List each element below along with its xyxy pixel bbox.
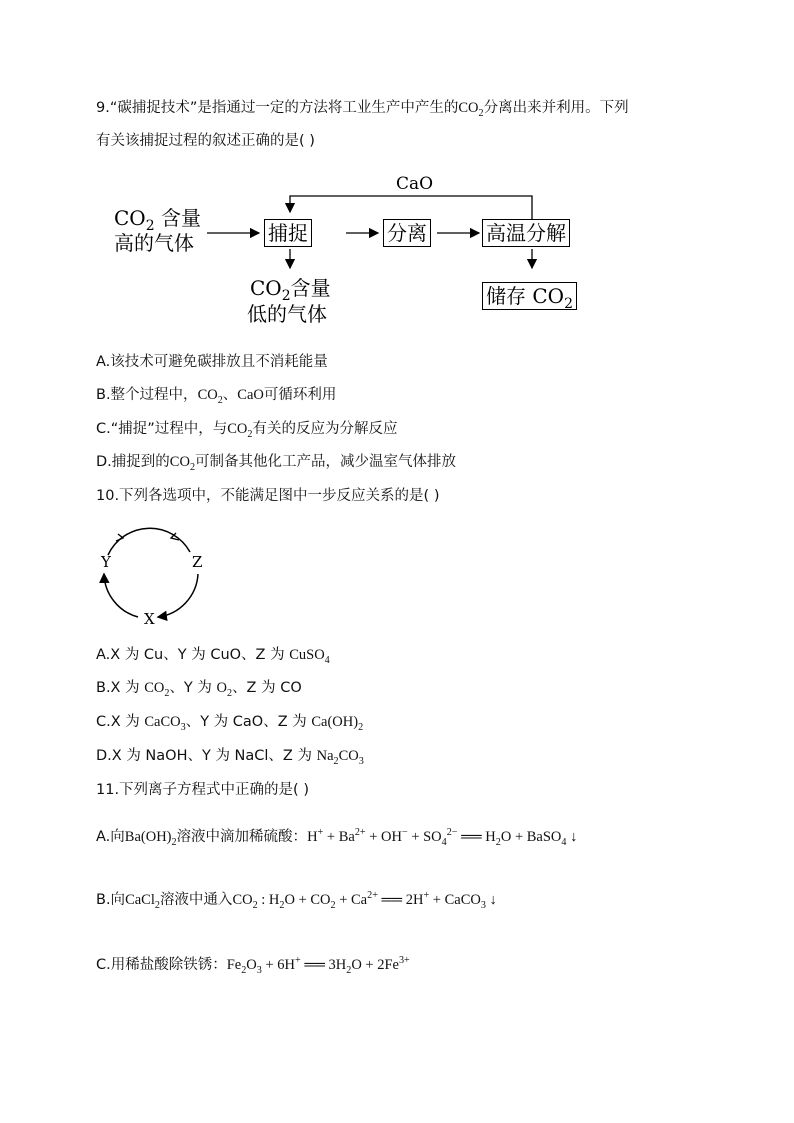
- q9-option-c-end: 有关的反应为分解反应: [252, 421, 398, 437]
- q10-option-c-mid1: 、Y 为 CaO、Z 为: [185, 714, 312, 730]
- co2-formula: $CO_2$: [458, 100, 484, 119]
- separate-box: 分离: [383, 219, 431, 247]
- q9-option-b-text: B.整个过程中，: [96, 387, 198, 403]
- q11-option-a-text: A.向: [96, 829, 125, 845]
- q10-option-b-mid1: 、Y 为: [169, 680, 217, 696]
- input-gas-line1: $CO_2$ 含量: [114, 206, 201, 234]
- q10-option-b-text: B.X 为: [96, 680, 145, 696]
- q9-option-a: A.该技术可避免碳排放且不消耗能量: [96, 354, 328, 370]
- arc-y-z: [108, 528, 190, 555]
- q11-option-a: A.向$Ba(OH)_2$溶液中滴加稀硫酸：$H^+ + Ba^{2+} + OH^- + SO_4^{2-}$ ══ $H_2O$ + BaSO$_4$ ↓: [96, 827, 578, 848]
- q10-option-a-text: A.X 为 Cu、Y 为 CuO、Z 为: [96, 647, 290, 663]
- q10-option-a: A.X 为 Cu、Y 为 CuO、Z 为 CuSO$_4$: [96, 647, 330, 666]
- output-gas-line1: $CO_2$含量: [250, 276, 331, 304]
- q9-option-d: D.捕捉到的$CO_2$可制备其他化工产品，减少温室气体排放: [96, 454, 456, 473]
- output-gas-line2: 低的气体: [247, 302, 327, 326]
- capture-box: 捕捉: [264, 219, 312, 247]
- q11-option-b-text: B.向: [96, 892, 126, 908]
- cycle-node-z: Z: [192, 553, 203, 571]
- store-label: 储存: [486, 284, 526, 308]
- q9-option-d-text: D.捕捉到的: [96, 454, 170, 470]
- q9-option-c: C.“捕捉”过程中，与$CO_2$有关的反应为分解反应: [96, 421, 398, 440]
- q11-option-c: C.用稀盐酸除铁锈：$Fe_2O_3 + 6H^+$ ══ $3H_2O + 2Fe^{3+}$: [96, 955, 410, 976]
- q10-stem: 10.下列各选项中，不能满足图中一步反应关系的是( ): [96, 488, 440, 504]
- arc-z-x: [158, 574, 198, 617]
- q11-option-a-mid: 溶液中滴加稀硫酸：: [176, 829, 308, 845]
- q9-stem-line2: 有关该捕捉过程的叙述正确的是( ): [96, 133, 315, 149]
- input-gas-line2: 高的气体: [114, 231, 194, 255]
- q11-option-c-text: C.用稀盐酸除铁锈：: [96, 957, 227, 973]
- input-gas-content: 含量: [160, 206, 201, 230]
- q9-option-d-end: 可制备其他化工产品，减少温室气体排放: [195, 454, 456, 470]
- q10-option-c: C.X 为 CaCO$_3$、Y 为 CaO、Z 为 $Ca(OH)_2$: [96, 714, 364, 733]
- arc-x-y: [104, 574, 138, 617]
- q10-option-d-text: D.X 为 NaOH、Y 为 NaCl、Z 为: [96, 748, 317, 764]
- output-gas-content: 含量: [290, 276, 331, 300]
- q10-option-b-mid2: 、Z 为 CO: [232, 680, 302, 696]
- q11-option-b: B.向CaCl$_2$溶液中通入$CO_2$ : $H_2O + CO_2 + Ca^{2+}$ ══ 2H+ + CaCO$_3$ ↓: [96, 890, 497, 911]
- q10-option-c-text: C.X 为: [96, 714, 145, 730]
- store-box: 储存 $CO_2$: [482, 282, 577, 310]
- cycle-node-x: X: [144, 610, 155, 628]
- q9-option-b: B.整个过程中，$CO_2$、CaO可循环利用: [96, 387, 337, 406]
- q9-stem-text-end: 分离出来并利用。下列: [483, 100, 629, 116]
- decompose-box: 高温分解: [482, 219, 570, 247]
- q10-option-b: B.X 为 $CO_2$、Y 为 $O_2$、Z 为 CO: [96, 680, 302, 699]
- cycle-node-y: Y: [101, 553, 111, 571]
- arc-y-z-tick1: [116, 534, 123, 541]
- q9-option-b-end: 可循环利用: [263, 387, 337, 403]
- q9-stem-text: 9.“碳捕捉技术”是指通过一定的方法将工业生产中产生的: [96, 100, 459, 116]
- q11-stem: 11.下列离子方程式中正确的是( ): [96, 782, 309, 798]
- q11-option-b-mid: 溶液中通入: [159, 892, 233, 908]
- q9-option-c-text: C.“捕捉”过程中，与: [96, 421, 228, 437]
- q10-option-d: D.X 为 NaOH、Y 为 NaCl、Z 为 $Na_2CO_3$: [96, 748, 364, 767]
- cao-label: CaO: [396, 174, 434, 194]
